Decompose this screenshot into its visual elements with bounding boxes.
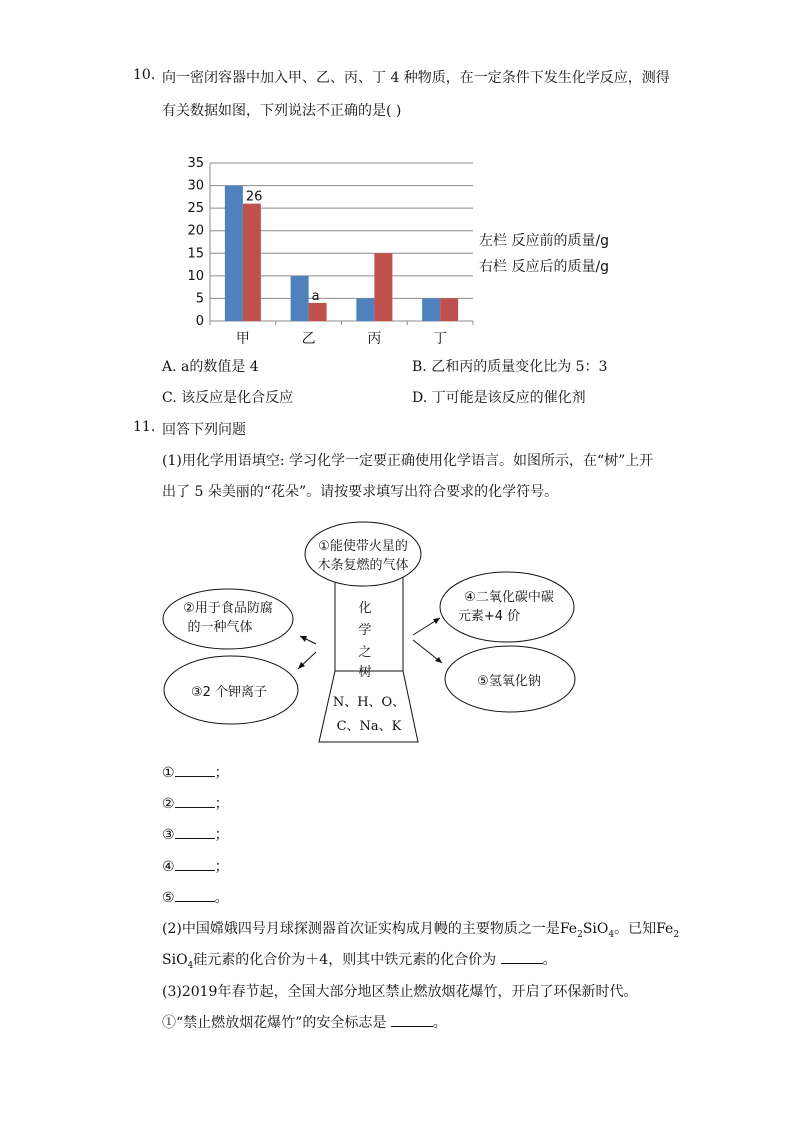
answer-3-blank[interactable] [175, 826, 215, 839]
option-a: A. a的数值是 4 [162, 359, 259, 375]
answer-4-label: ④ [162, 859, 175, 875]
option-c: C. 该反应是化合反应 [162, 390, 294, 406]
p2-subscript-2: 4 [608, 929, 615, 940]
legend-entry-2: 右栏 反应后的质量/g [479, 259, 610, 275]
answer-3-label: ③ [162, 827, 175, 843]
q11-p2-line2 [162, 949, 557, 971]
y-tick-label-20: 20 [187, 223, 204, 239]
data-label-a: a [311, 288, 320, 304]
arrowhead-4 [433, 618, 440, 624]
answer-2-label: ② [162, 796, 175, 812]
flower-2-line2: 的一种气体 [187, 620, 253, 635]
y-tick-label-35: 35 [187, 156, 204, 171]
trunk-char-3: 之 [358, 645, 372, 660]
p2-subscript-4: 4 [187, 960, 194, 971]
answer-4-blank[interactable] [175, 858, 215, 871]
p3-end: 。 [432, 1015, 447, 1031]
q11-heading: 回答下列问题 [162, 422, 246, 438]
y-tick-label-5: 5 [195, 291, 204, 307]
y-tick-label-30: 30 [187, 178, 204, 194]
bar-丙-series-1 [356, 298, 374, 321]
option-b: B. 乙和丙的质量变化比为 5：3 [412, 359, 608, 375]
answer-3-end: ； [214, 827, 229, 843]
y-tick-label-15: 15 [187, 246, 204, 262]
q10-stem-line1: 向一密闭容器中加入甲、乙、丙、丁 4 种物质，在一定条件下发生化学反应，测得 [162, 70, 670, 86]
q11-p1-line1: (1)用化学用语填空: 学习化学一定要正确使用化学语言。如图所示，在“树”上开 [162, 453, 654, 469]
p2-blank[interactable] [501, 951, 543, 964]
flower-3-label: ③2 个钾离子 [190, 685, 268, 700]
answer-5 [162, 887, 229, 907]
trunk-char-2: 学 [358, 623, 372, 638]
answer-4 [162, 856, 229, 876]
flower-1 [305, 522, 421, 586]
x-tick-label-丙: 丙 [367, 331, 382, 347]
legend-entry-1: 左栏 反应前的质量/g [479, 233, 610, 249]
answer-1-end: ； [214, 765, 229, 781]
flower-4-line1: ④二氧化碳中碳 [464, 590, 554, 605]
y-tick-label-25: 25 [187, 201, 204, 217]
x-tick-label-乙: 乙 [301, 331, 316, 347]
bar-乙-series-1 [291, 276, 309, 321]
p3-blank[interactable] [391, 1014, 433, 1027]
bar-丙-series-2 [374, 253, 392, 321]
answer-5-end: 。 [214, 890, 229, 906]
base-line1: N、H、O、 [332, 695, 406, 710]
flower-4 [440, 572, 574, 642]
q11-number: 11. [133, 419, 156, 435]
option-d: D. 丁可能是该反应的催化剂 [412, 390, 586, 406]
flower-1-line1: ①能使带火星的 [318, 539, 408, 554]
answer-5-label: ⑤ [162, 890, 175, 906]
arrowhead-2 [300, 636, 307, 642]
p2-text-e: 硅元素的化合价为＋4，则其中铁元素的化合价为 [193, 952, 501, 968]
p2-text-c: 。已知Fe [614, 921, 674, 937]
answer-1-blank[interactable] [175, 764, 215, 777]
bar-丁-series-2 [440, 298, 458, 321]
x-tick-label-甲: 甲 [235, 331, 250, 347]
q11-p1-line2: 出了 5 朵美丽的“花朵”。请按要求填写出符合要求的化学符号。 [162, 484, 559, 500]
flower-4-line2: 元素+4 价 [457, 609, 521, 624]
p2-text-d: SiO [162, 952, 188, 968]
answer-1-label: ① [162, 765, 175, 781]
p2-text-b: SiO [582, 921, 609, 937]
answer-4-end: ； [214, 859, 229, 875]
answer-5-blank[interactable] [175, 889, 215, 902]
flower-5-label: ⑤氢氧化钠 [477, 674, 541, 689]
x-tick-label-丁: 丁 [433, 331, 448, 347]
p2-subscript-1: 2 [577, 929, 583, 940]
q11-p3-sub1 [162, 1012, 447, 1032]
answer-1 [162, 762, 229, 782]
p2-subscript-3: 2 [673, 929, 680, 940]
q11-p3: (3)2019年春节起，全国大部分地区禁止燃放烟花爆竹，开启了环保新时代。 [162, 984, 638, 1000]
answer-2-blank[interactable] [175, 795, 215, 808]
p3-sub-text: ①“禁止燃放烟花爆竹”的安全标志是 [162, 1015, 391, 1031]
q10-stem-line2: 有关数据如图，下列说法不正确的是( ) [162, 103, 402, 119]
flower-1-line2: 木条复燃的气体 [317, 558, 409, 573]
y-tick-label-0: 0 [195, 314, 204, 329]
bar-甲-series-2 [243, 204, 261, 321]
p2-end: 。 [542, 952, 557, 968]
base-line2: C、Na、K [336, 719, 402, 734]
q10-number: 10. [133, 67, 156, 83]
trunk-char-1: 化 [358, 601, 372, 616]
answer-2-end: ； [214, 796, 229, 812]
q11-p2-line1 [162, 918, 679, 940]
flower-2-line1: ②用于食品防腐 [183, 601, 273, 616]
bar-甲-series-1 [225, 186, 243, 321]
trunk-char-4: 树 [358, 665, 372, 680]
bar-乙-series-2 [309, 303, 327, 321]
answer-2 [162, 793, 229, 813]
p2-text-a: (2)中国嫦娥四号月球探测器首次证实构成月幔的主要物质之一是Fe [162, 921, 578, 937]
y-tick-label-10: 10 [187, 268, 204, 284]
bar-丁-series-1 [422, 298, 440, 321]
answer-3 [162, 824, 229, 844]
data-label-26: 26 [245, 189, 263, 205]
flower-2 [163, 589, 293, 649]
bar-chart [170, 152, 640, 352]
chemistry-tree-diagram [160, 515, 600, 755]
